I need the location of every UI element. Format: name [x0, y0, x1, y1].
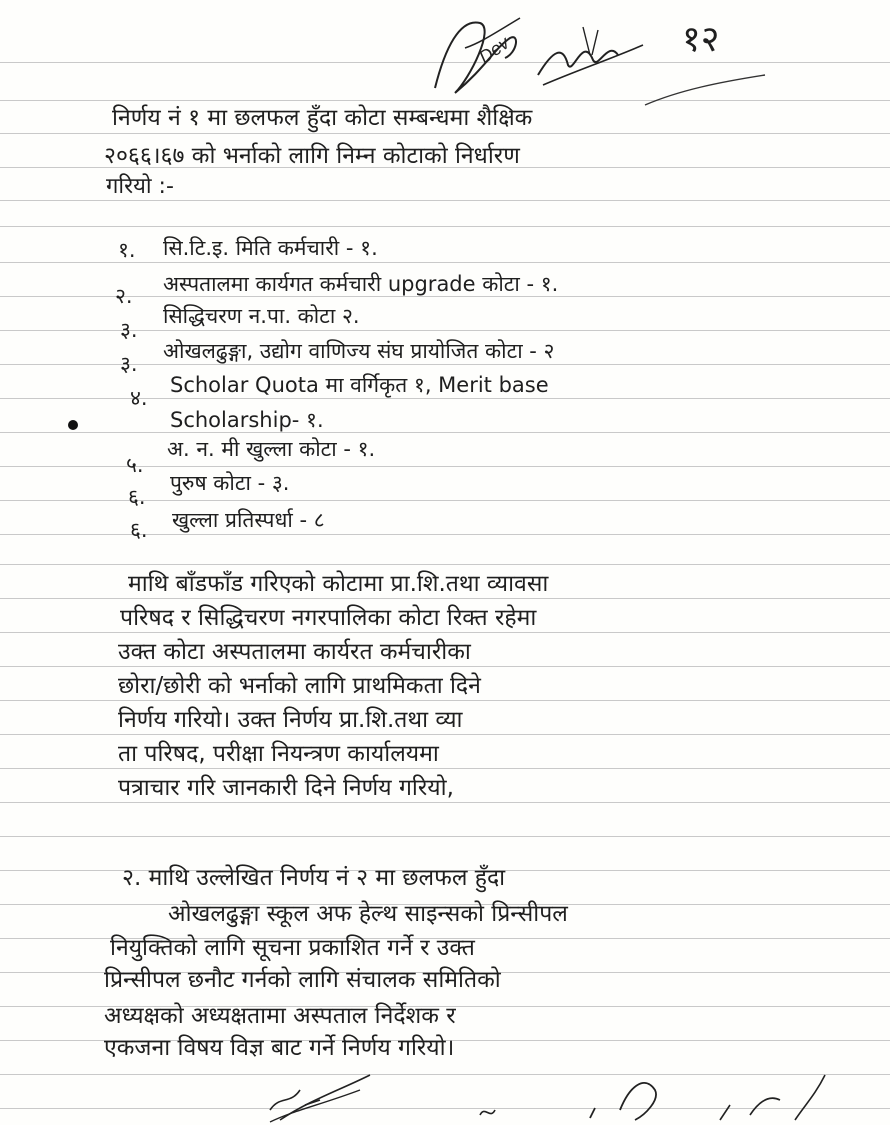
list-item: सि.टि.इ. मिति कर्मचारी - १. [163, 236, 378, 260]
list-item: Scholar Quota मा वर्गिकृत १, Merit base [170, 373, 549, 397]
paragraph-1-line-3: उक्त कोटा अस्पतालमा कार्यरत कर्मचारीका [118, 639, 471, 665]
ruled-line [0, 226, 890, 227]
ruled-line [0, 200, 890, 201]
paragraph-1-line-4: छोरा/छोरी को भर्नाको लागि प्राथमिकता दिने [118, 673, 481, 699]
signature-bottom [250, 1060, 850, 1125]
list-item-number: ३. [120, 352, 138, 376]
page-number: १२ [682, 19, 720, 60]
list-item-number: ६. [128, 485, 146, 509]
list-item-number: २. [115, 284, 133, 308]
ruled-line [0, 666, 890, 667]
signature-flourish [640, 70, 770, 110]
signature-top-middle [528, 15, 648, 95]
decision-2-line-1: २. माथि उल्लेखित निर्णय नं २ मा छलफल हुँदा [122, 865, 506, 891]
paragraph-1-line-1: माथि बाँडफाँड गरिएको कोटामा प्रा.शि.तथा व्यावसा [128, 571, 549, 597]
list-item-number: ४. [130, 386, 148, 410]
ruled-line [0, 700, 890, 701]
list-item-number: ५. [126, 453, 144, 477]
list-item-continuation: Scholarship- १. [170, 408, 324, 432]
list-item-number: ३. [120, 318, 138, 342]
decision-2-line-6: एकजना विषय विज्ञ बाट गर्ने निर्णय गरियो। [104, 1035, 455, 1061]
decision-2-line-3: नियुक्तिको लागि सूचना प्रकाशित गर्ने र उक्त [110, 935, 475, 961]
ruled-line [0, 296, 890, 297]
list-item: सिद्धिचरण न.पा. कोटा २. [163, 304, 360, 328]
ruled-line [0, 836, 890, 837]
ruled-line [0, 432, 890, 433]
decision-2-line-2: ओखलढुङ्गा स्कूल अफ हेल्थ साइन्सको प्रिन्सीपल [168, 901, 568, 927]
ruled-line [0, 768, 890, 769]
list-item: अ. न. मी खुल्ला कोटा - १. [167, 437, 376, 461]
ruled-line [0, 564, 890, 565]
list-item: अस्पतालमा कार्यगत कर्मचारी upgrade कोटा - १. [163, 272, 559, 296]
list-item: खुल्ला प्रतिस्पर्धा - ८ [172, 508, 325, 532]
list-item: ओखलढुङ्गा, उद्योग वाणिज्य संघ प्रायोजित कोटा - २ [163, 339, 555, 363]
ruled-line [0, 598, 890, 599]
ruled-line [0, 734, 890, 735]
decision-1-line-1: निर्णय नं १ मा छलफल हुँदा कोटा सम्बन्धमा शैक्षिक [112, 105, 533, 131]
ruled-line [0, 262, 890, 263]
decision-2-line-4: प्रिन्सीपल छनौट गर्नको लागि संचालक समितिको [104, 967, 501, 993]
signature-initials: Dev [475, 32, 513, 68]
paragraph-1-line-2: परिषद र सिद्धिचरण नगरपालिका कोटा रिक्त रहेमा [120, 605, 537, 631]
ink-blot [68, 420, 78, 430]
ruled-line [0, 632, 890, 633]
list-item: पुरुष कोटा - ३. [170, 471, 290, 495]
list-item-number: ६. [130, 518, 148, 542]
ruled-line [0, 133, 890, 134]
decision-1-line-2: २०६६।६७ को भर्नाको लागि निम्न कोटाको निर्धारण [104, 143, 520, 169]
paragraph-1-line-5: निर्णय गरियो। उक्त निर्णय प्रा.शि.तथा व्या [118, 707, 463, 733]
list-item-number: १. [118, 238, 136, 262]
decision-1-line-3: गरियो :- [106, 174, 174, 199]
ruled-line [0, 802, 890, 803]
paragraph-1-line-6: ता परिषद, परीक्षा नियन्त्रण कार्यालयमा [118, 741, 439, 767]
decision-2-line-5: अध्यक्षको अध्यक्षतामा अस्पताल निर्देशक र [104, 1003, 456, 1029]
paragraph-1-line-7: पत्राचार गरि जानकारी दिने निर्णय गरियो, [118, 775, 454, 801]
